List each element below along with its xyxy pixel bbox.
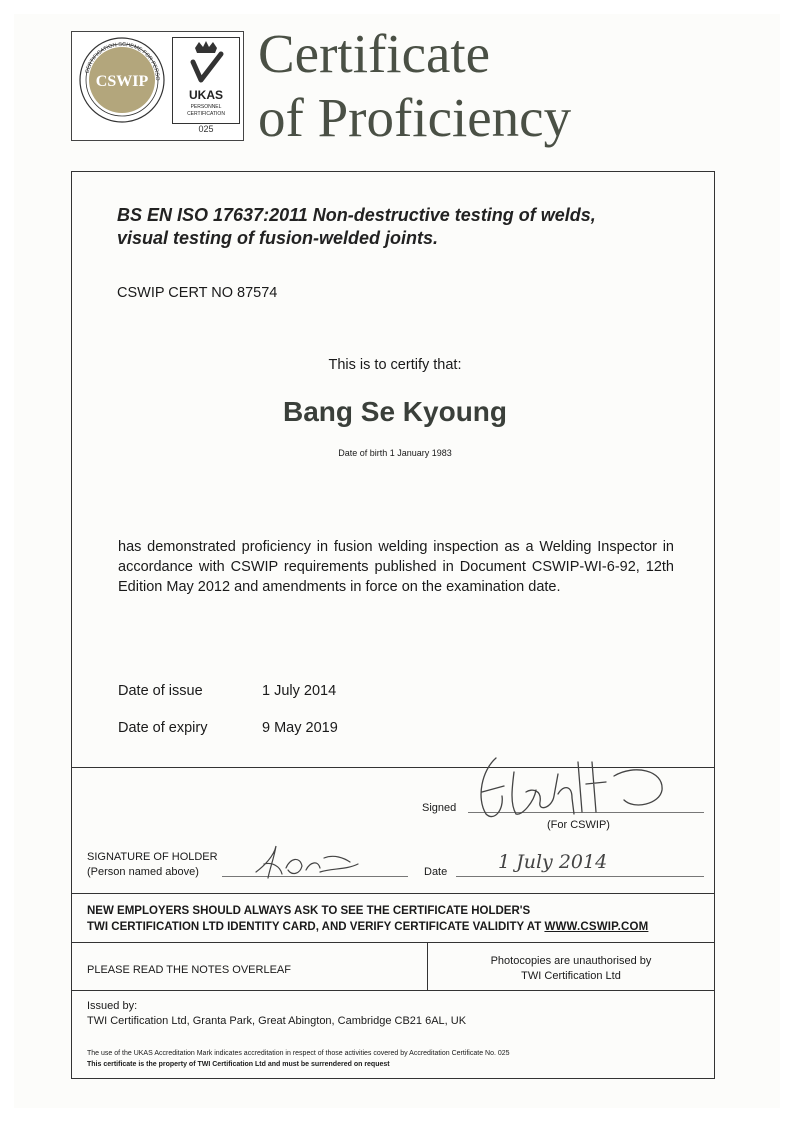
ukas-mark	[172, 37, 240, 124]
svg-text:CSWIP: CSWIP	[95, 73, 149, 90]
handwritten-date: 1 July 2014	[498, 851, 608, 873]
expiry-date-row	[118, 720, 338, 736]
svg-text:CERTIFICATION SCHEME FOR PERSO: CERTIFICATION SCHEME FOR PERSO	[84, 41, 161, 81]
standard-heading	[117, 204, 677, 250]
holder-signature-label	[87, 850, 218, 880]
issued-by-label: Issued by:	[87, 1000, 138, 1012]
issue-date-row	[118, 683, 336, 699]
certify-intro: This is to certify that:	[328, 357, 462, 373]
expiry-label: Date of expiry	[118, 720, 208, 736]
svg-text:CERTIFICATION: CERTIFICATION	[187, 111, 225, 117]
website-link[interactable]: WWW.CSWIP.COM	[544, 921, 649, 933]
vertical-divider	[427, 942, 428, 990]
holder-label-line-2: (Person named above)	[87, 866, 199, 878]
cswip-signature	[474, 752, 674, 824]
divider	[71, 893, 714, 894]
date-of-birth: Date of birth 1 January 1983	[338, 448, 452, 458]
employers-line-2: TWI CERTIFICATION LTD IDENTITY CARD, AND VERIFY CERTIFICATE VALIDITY AT	[87, 921, 545, 933]
divider	[71, 990, 714, 991]
cert-number: CSWIP CERT NO 87574	[117, 285, 278, 301]
crown-tick-icon	[173, 38, 239, 123]
ukas-disclaimer: The use of the UKAS Accreditation Mark indicates accreditation in respect of those activities covered by Accreditation Certificate No. 025	[87, 1050, 510, 1057]
certificate-title	[258, 22, 571, 150]
holder-name: Bang Se Kyoung	[282, 396, 507, 427]
issued-by	[87, 999, 466, 1029]
svg-text:PERSONNEL: PERSONNEL	[190, 104, 222, 110]
date-label: Date	[424, 866, 448, 878]
issue-value: 1 July 2014	[262, 683, 337, 699]
holder-signature	[250, 838, 370, 884]
employers-notice	[87, 903, 648, 935]
signed-label: Signed	[422, 802, 457, 814]
svg-text:UKAS: UKAS	[188, 88, 224, 102]
notes-overleaf: PLEASE READ THE NOTES OVERLEAF	[87, 964, 291, 976]
standard-line-1: BS EN ISO 17637:2011 Non-destructive testing of welds,	[117, 205, 596, 225]
holder-label-line-1: SIGNATURE OF HOLDER	[87, 851, 218, 863]
divider	[71, 942, 714, 943]
photocopy-notice	[440, 954, 702, 984]
photocopy-line-1: Photocopies are unauthorised by	[490, 955, 652, 967]
employers-line-1: NEW EMPLOYERS SHOULD ALWAYS ASK TO SEE THE CERTIFICATE HOLDER'S	[87, 905, 531, 917]
photocopy-line-2: TWI Certification Ltd	[521, 970, 621, 982]
property-notice: This certificate is the property of TWI Certification Ltd and must be surrendered on request	[87, 1061, 390, 1068]
issue-label: Date of issue	[118, 683, 203, 699]
ukas-number: 025	[198, 124, 214, 134]
for-cswip-label: (For CSWIP)	[547, 819, 610, 831]
issuer-address: TWI Certification Ltd, Granta Park, Great Abington, Cambridge CB21 6AL, UK	[87, 1015, 467, 1027]
title-line-2: of Proficiency	[258, 87, 572, 148]
standard-line-2: visual testing of fusion-welded joints.	[117, 228, 439, 248]
date-line	[456, 876, 704, 877]
cswip-seal-logo	[78, 36, 166, 124]
expiry-value: 9 May 2019	[262, 720, 338, 736]
fine-print	[87, 1048, 510, 1070]
title-line-1: Certificate	[258, 23, 491, 84]
proficiency-statement: has demonstrated proficiency in fusion welding inspection as a Welding Inspector in accordance with CSWIP requirements published in Document CSWIP-WI-6-92, 12th Edition May 2012 and amendments in force on the examination date.	[118, 539, 674, 595]
